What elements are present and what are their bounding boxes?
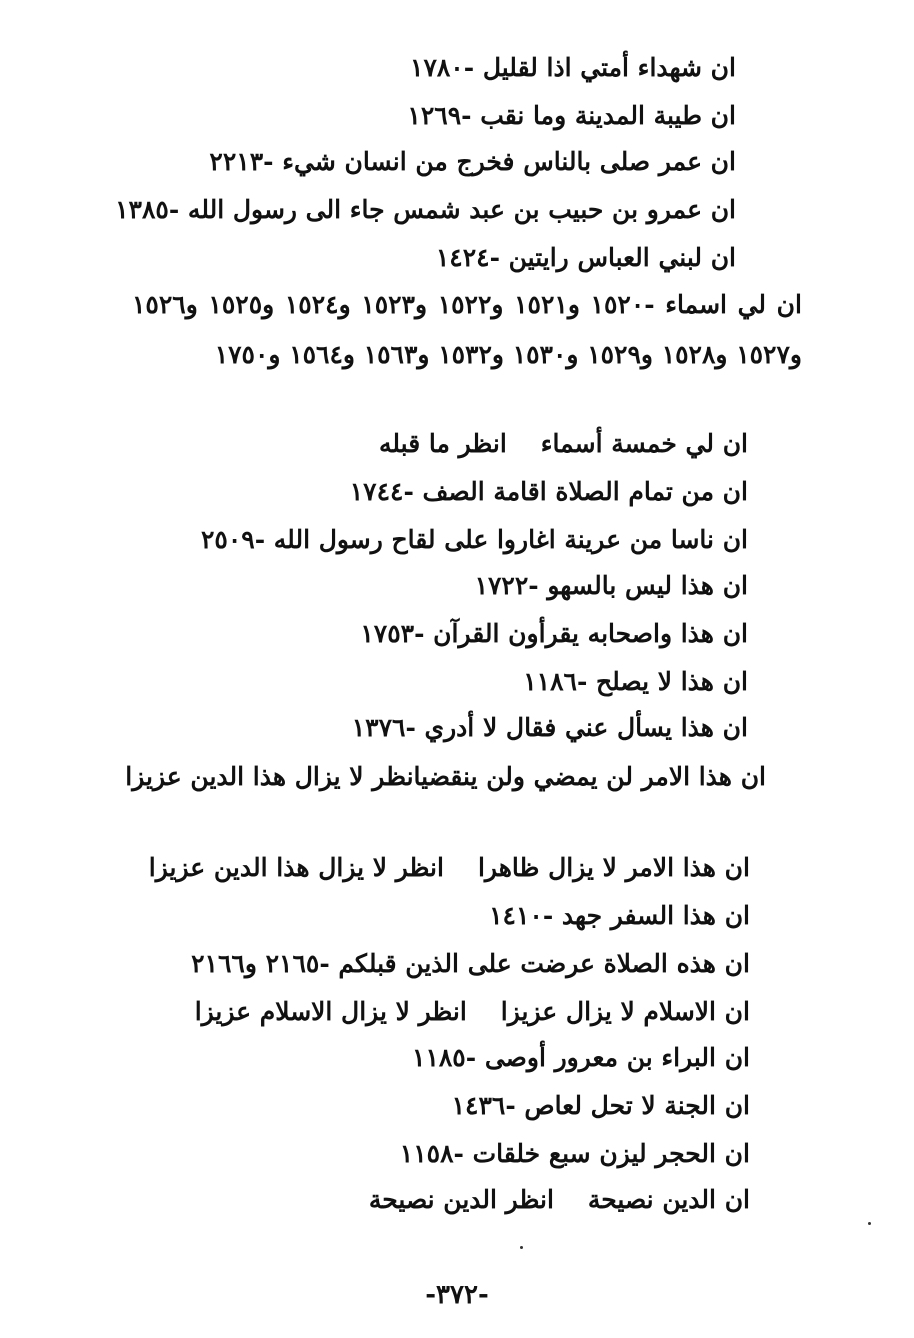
index-entry: ان هذا السفر جهد -١٤١٠ (489, 901, 750, 930)
see-reference: انظر لا يزال هذا الدين عزيزا (148, 853, 444, 882)
index-entry: ان طيبة المدينة وما نقب -١٢٦٩ (407, 101, 736, 130)
see-reference: انظر لا يزال الاسلام عزيزا (194, 997, 467, 1026)
print-speck (520, 1246, 523, 1249)
print-speck (868, 1222, 871, 1225)
entry-text: ان لي خمسة أسماء (540, 429, 748, 458)
see-reference: انظر الدين نصيحة (368, 1185, 554, 1214)
index-entry: ان هذا ليس بالسهو -١٧٢٢ (474, 571, 748, 600)
index-entry-cross-reference (369, 1180, 750, 1220)
index-entry-cross-reference (149, 848, 750, 888)
index-entry: ان الحجر ليزن سبع خلقات -١١٥٨ (399, 1139, 750, 1168)
index-entry-cross-reference-multiline (116, 752, 766, 802)
index-entry: ان البراء بن معرور أوصى -١١٨٥ (412, 1043, 750, 1072)
entry-text: ان الدين نصيحة (587, 1185, 750, 1214)
index-entry: ان عمرو بن حبيب بن عبد شمس جاء الى رسول الله -١٣٨٥ (115, 195, 736, 224)
index-entry: ان هذه الصلاة عرضت على الذين قبلكم -٢١٦٥ و٢١٦٦ (191, 949, 750, 978)
entry-text: ان هذا الامر لن يمضي ولن ينقضي (421, 762, 766, 791)
index-entry-cross-reference (379, 424, 748, 464)
index-entry: ان من تمام الصلاة اقامة الصف -١٧٤٤ (349, 477, 748, 506)
index-entry: ان هذا واصحابه يقرأون القرآن -١٧٥٣ (360, 619, 748, 648)
index-entry: ان الجنة لا تحل لعاص -١٤٣٦ (451, 1091, 750, 1120)
index-entry: ان هذا لا يصلح -١١٨٦ (523, 667, 748, 696)
page-number: -٣٧٢- (425, 1280, 489, 1310)
see-reference: انظر ما قبله (379, 429, 507, 458)
index-entry: ان عمر صلى بالناس فخرج من انسان شيء -٢٢١٣ (209, 147, 736, 176)
index-entry-multiline: ان لي اسماء -١٥٢٠ و١٥٢١ و١٥٢٢ و١٥٢٣ و١٥٢٤ و١٥٢٥ و١٥٢٦ و١٥٢٧ و١٥٢٨ و١٥٢٩ و١٥٣٠ و١٥٣٢ و١٥٦٣ و١٥٦٤ و١٧٥٠ (132, 290, 802, 369)
index-entry-cross-reference (195, 992, 750, 1032)
index-entry: ان لبني العباس رايتين -١٤٢٤ (435, 243, 736, 272)
entry-text: ان هذا الامر لا يزال ظاهرا (477, 853, 750, 882)
index-entry: ان هذا يسأل عني فقال لا أدري -١٣٧٦ (351, 713, 748, 742)
entry-text: ان الاسلام لا يزال عزيزا (500, 997, 750, 1026)
index-entry: ان شهداء أمتي اذا لقليل -١٧٨٠ (410, 53, 736, 82)
see-reference: انظر لا يزال هذا الدين عزيزا (125, 762, 422, 791)
index-entry: ان ناسا من عرينة اغاروا على لقاح رسول الله -٢٥٠٩ (200, 525, 748, 554)
